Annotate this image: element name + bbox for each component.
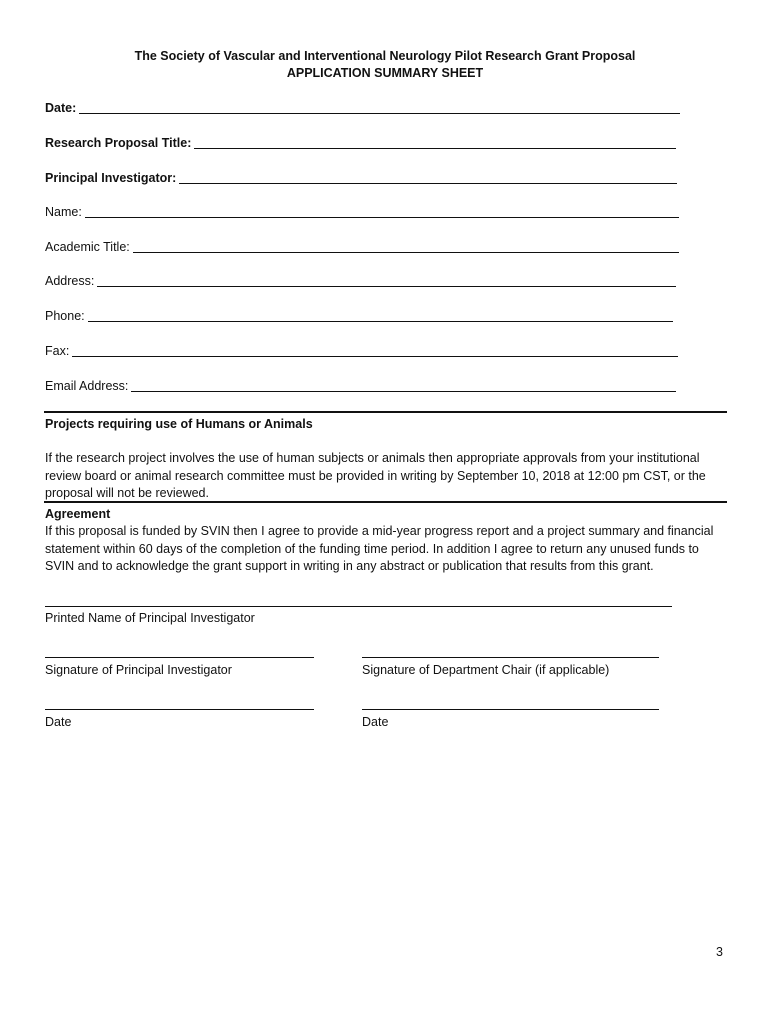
fax-label: Fax:	[45, 344, 70, 358]
printed-name-line[interactable]	[45, 606, 672, 607]
address-label: Address:	[45, 274, 95, 288]
paragraph-line: If the research project involves the use of human subjects or animals then appropriate approvals from your institutional	[45, 451, 700, 465]
email-label: Email Address:	[45, 379, 129, 393]
email-field[interactable]	[45, 378, 676, 394]
humans-animals-paragraph	[45, 450, 729, 503]
research-title-blank[interactable]	[194, 148, 676, 149]
email-blank[interactable]	[131, 391, 676, 392]
date-label: Date:	[45, 101, 77, 115]
section-divider	[44, 501, 727, 503]
name-label: Name:	[45, 205, 82, 219]
section-divider	[44, 411, 727, 413]
phone-blank[interactable]	[88, 321, 673, 322]
paragraph-line: review board or animal research committee must be provided in writing by September 10, 2018 at 12:00 pm CST, or the	[45, 468, 706, 483]
printed-name-label: Printed Name of Principal Investigator	[45, 611, 255, 625]
principal-investigator-field[interactable]	[45, 170, 677, 186]
paragraph-line: statement within 60 days of the completion of the funding time period. In addition I agree to return any unused funds to	[45, 541, 699, 556]
page-number: 3	[716, 945, 723, 959]
address-field[interactable]	[45, 273, 676, 289]
agreement-heading: Agreement	[45, 507, 111, 521]
academic-title-label: Academic Title:	[45, 240, 130, 254]
fax-field[interactable]	[45, 343, 678, 359]
paragraph-line: If this proposal is funded by SVIN then I agree to provide a mid-year progress report and a project summary and financial	[45, 524, 714, 538]
chair-date-line[interactable]	[362, 709, 659, 710]
date-blank[interactable]	[79, 113, 680, 114]
chair-signature-label: Signature of Department Chair (if applicable)	[362, 663, 610, 677]
principal-investigator-blank[interactable]	[179, 183, 677, 184]
document-subtitle: APPLICATION SUMMARY SHEET	[286, 66, 484, 80]
phone-label: Phone:	[45, 309, 85, 323]
chair-signature-line[interactable]	[362, 657, 659, 658]
research-title-label: Research Proposal Title:	[45, 136, 192, 150]
name-blank[interactable]	[85, 217, 679, 218]
chair-date-label: Date	[362, 715, 389, 729]
paragraph-line: SVIN and to acknowledge the grant support in writing in any abstract or publication that results from this grant.	[45, 559, 654, 573]
research-title-field[interactable]	[45, 135, 676, 151]
pi-signature-line[interactable]	[45, 657, 314, 658]
date-field[interactable]	[45, 100, 680, 116]
academic-title-blank[interactable]	[133, 252, 679, 253]
fax-blank[interactable]	[72, 356, 678, 357]
paragraph-line: proposal will not be reviewed.	[45, 486, 209, 500]
pi-date-line[interactable]	[45, 709, 314, 710]
name-field[interactable]	[45, 204, 679, 220]
document-title: The Society of Vascular and Interventional Neurology Pilot Research Grant Proposal	[134, 49, 636, 63]
address-blank[interactable]	[97, 286, 676, 287]
agreement-paragraph	[45, 523, 729, 576]
phone-field[interactable]	[45, 308, 673, 324]
pi-signature-label: Signature of Principal Investigator	[45, 663, 232, 677]
pi-date-label: Date	[45, 715, 72, 729]
humans-animals-heading: Projects requiring use of Humans or Animals	[45, 417, 313, 431]
academic-title-field[interactable]	[45, 239, 679, 255]
principal-investigator-label: Principal Investigator:	[45, 171, 177, 185]
